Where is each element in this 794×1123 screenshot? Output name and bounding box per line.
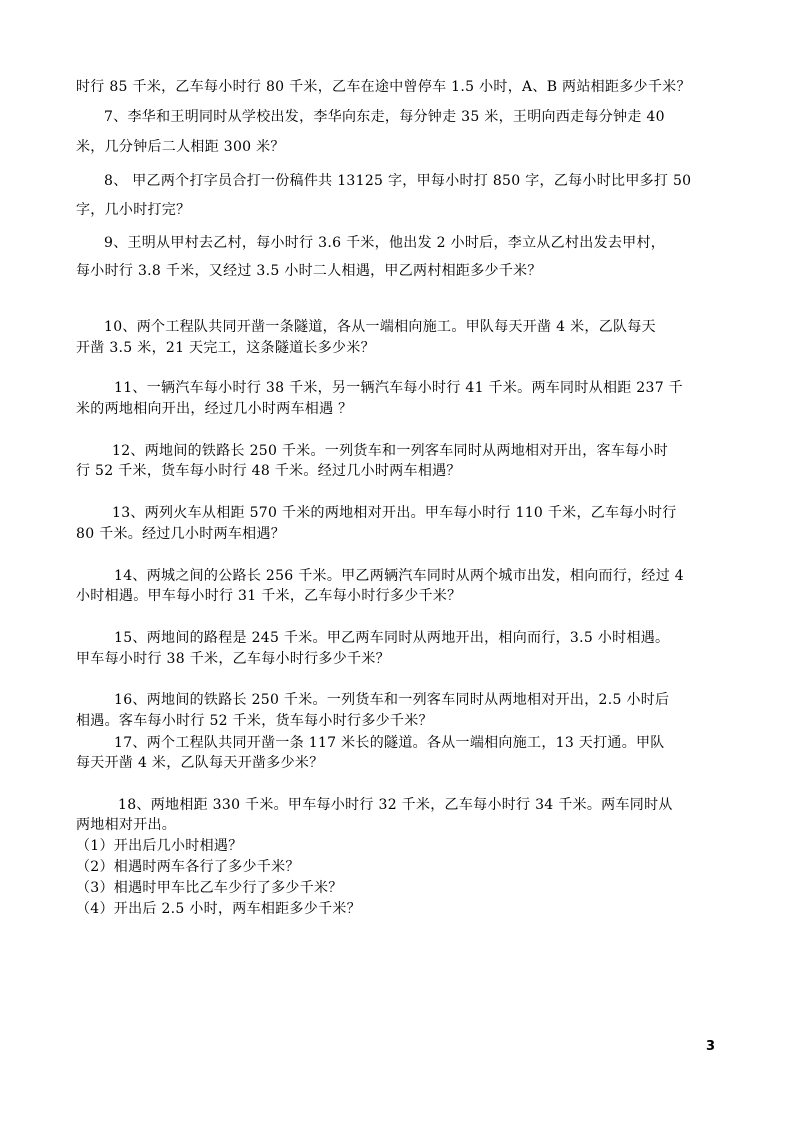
problem-16-line-2: 相遇。客车每小时行 52 千米，货车每小时行多少千米？: [76, 713, 433, 729]
problem-14-line-2: 小时相遇。甲车每小时行 31 千米，乙车每小时行多少千米？: [76, 588, 462, 604]
problem-18-line-2: 两地相对开出。: [76, 817, 177, 833]
problem-17-line-1: 17、两个工程队共同开凿一条 117 米长的隧道。各从一端相向施工，13 天打通。甲队: [114, 735, 665, 751]
problem-line: 时行 85 千米，乙车每小时行 80 千米，乙车在途中曾停车 1.5 小时，A、B 两站相距多少千米？: [76, 79, 691, 95]
problem-12-line-2: 行 52 千米，货车每小时行 48 千米。经过几小时两车相遇？: [76, 463, 461, 479]
sub-question: （1）开出后几小时相遇？: [76, 838, 243, 854]
problem-9-line-2: 每小时行 3.8 千米，又经过 3.5 小时二人相遇，甲乙两村相距多少千米？: [76, 263, 542, 279]
problem-8-line-2: 字，几小时打完？: [76, 202, 191, 218]
problem-9-line-1: 9、王明从甲村去乙村，每小时行 3.6 千米，他出发 2 小时后，李立从乙村出发去甲村，: [104, 235, 666, 251]
sub-question: （3）相遇时甲车比乙车少行了多少千米？: [76, 880, 343, 896]
problem-10-line-2: 开凿 3.5 米，21 天完工，这条隧道长多少米？: [76, 340, 375, 356]
problem-18-line-1: 18、两地相距 330 千米。甲车每小时行 32 千米，乙车每小时行 34 千米。两车同时从: [118, 797, 673, 813]
problem-11-line-1: 11、一辆汽车每小时行 38 千米，另一辆汽车每小时行 41 千米。两车同时从相距 237 千: [114, 380, 683, 396]
problem-10-line-1: 10、两个工程队共同开凿一条隧道，各从一端相向施工。甲队每天开凿 4 米，乙队每天: [104, 319, 656, 335]
problem-7-line-1: 7、李华和王明同时从学校出发，李华向东走，每分钟走 35 米，王明向西走每分钟走 40: [104, 109, 665, 125]
problem-14-line-1: 14、两城之间的公路长 256 千米。甲乙两辆汽车同时从两个城市出发，相向而行，经过 4: [114, 568, 684, 584]
problem-11-line-2: 米的两地相向开出，经过几小时两车相遇 ？: [76, 401, 353, 417]
problem-15-line-1: 15、两地间的路程是 245 千米。甲乙两车同时从两地开出，相向而行，3.5 小时相遇。: [114, 630, 670, 646]
problem-17-line-2: 每天开凿 4 米，乙队每天开凿多少米？: [76, 755, 324, 771]
sub-question: （2）相遇时两车各行了多少千米？: [76, 859, 300, 875]
problem-13-line-2: 80 千米。经过几小时两车相遇？: [76, 526, 286, 542]
problem-12-line-1: 12、两地间的铁路长 250 千米。一列货车和一列客车同时从两地相对开出，客车每小时: [112, 443, 669, 459]
problem-16-line-1: 16、两地间的铁路长 250 千米。一列货车和一列客车同时从两地相对开出，2.5 小时后: [114, 692, 670, 708]
problem-7-line-2: 米，几分钟后二人相距 300 米？: [76, 139, 285, 155]
problem-13-line-1: 13、两列火车从相距 570 千米的两地相对开出。甲车每小时行 110 千米，乙车每小时行: [112, 505, 677, 521]
sub-question: （4）开出后 2.5 小时，两车相距多少千米？: [76, 901, 361, 917]
page-number: 3: [706, 1039, 716, 1054]
problem-15-line-2: 甲车每小时行 38 千米，乙车每小时行多少千米？: [76, 651, 390, 667]
problem-8-line-1: 8、 甲乙两个打字员合打一份稿件共 13125 字，甲每小时打 850 字，乙每小时比甲多打 50: [104, 173, 692, 189]
